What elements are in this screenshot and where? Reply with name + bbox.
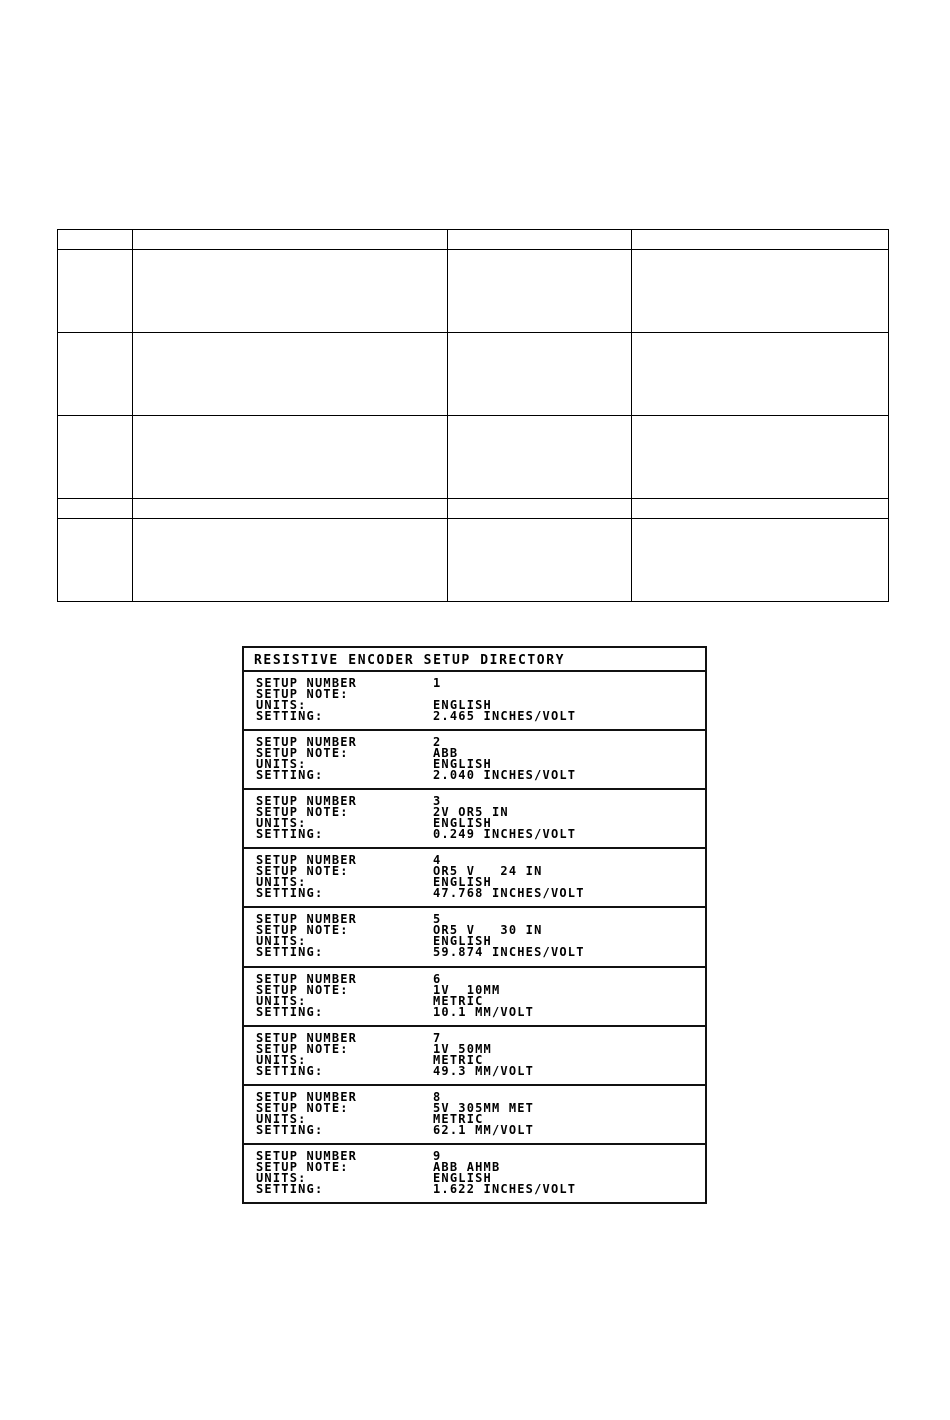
table-cell <box>133 499 448 519</box>
units-value: ENGLISH <box>433 1170 492 1185</box>
setup-number-label: SETUP NUMBER <box>256 1148 358 1163</box>
table-row <box>58 250 889 333</box>
setup-number-value: 7 <box>433 1030 442 1045</box>
setup-number-value: 1 <box>433 676 442 690</box>
setting-label: SETTING: <box>256 945 324 960</box>
setup-number-value: 8 <box>433 1089 442 1104</box>
setup-entry <box>244 790 705 849</box>
units-label: UNITS: <box>256 934 307 949</box>
setup-note-label: SETUP NOTE: <box>256 687 349 701</box>
setup-note-label: SETUP NOTE: <box>256 1100 349 1115</box>
units-value: ENGLISH <box>433 934 492 949</box>
table-cell <box>448 250 632 333</box>
setting-label: SETTING: <box>256 768 324 783</box>
table-cell <box>133 333 448 416</box>
setup-note-value: OR5 V 24 IN <box>433 864 543 879</box>
setting-value: 59.874 INCHES/VOLT <box>433 945 585 960</box>
table-cell <box>632 499 889 519</box>
setup-entry <box>244 849 705 908</box>
setting-label: SETTING: <box>256 1181 324 1196</box>
table-cell <box>133 230 448 250</box>
setup-note-value: ABB AHMB <box>433 1159 501 1174</box>
setup-note-label: SETUP NOTE: <box>256 982 349 997</box>
setup-note-value: ABB <box>433 746 459 761</box>
setup-note-label: SETUP NOTE: <box>256 923 349 938</box>
setup-number-label: SETUP NUMBER <box>256 676 358 690</box>
table-cell <box>133 416 448 499</box>
units-value: ENGLISH <box>433 757 492 772</box>
table-row <box>58 333 889 416</box>
setting-value: 47.768 INCHES/VOLT <box>433 886 585 901</box>
setup-entry <box>244 1145 705 1202</box>
setup-entry <box>244 672 705 731</box>
setting-value: 2.465 INCHES/VOLT <box>433 709 577 723</box>
table-cell <box>58 416 133 499</box>
units-value: ENGLISH <box>433 698 492 712</box>
table-cell <box>58 250 133 333</box>
units-value: METRIC <box>433 1111 484 1126</box>
setting-value: 2.040 INCHES/VOLT <box>433 768 577 783</box>
table-cell <box>632 333 889 416</box>
table-row <box>58 499 889 519</box>
setup-entry <box>244 731 705 790</box>
table-cell <box>632 250 889 333</box>
units-value: METRIC <box>433 1052 484 1067</box>
table-cell <box>448 416 632 499</box>
table-row <box>58 519 889 602</box>
units-value: ENGLISH <box>433 875 492 890</box>
setup-note-label: SETUP NOTE: <box>256 1041 349 1056</box>
setup-entry <box>244 908 705 967</box>
setup-number-value: 2 <box>433 735 442 750</box>
units-value: ENGLISH <box>433 816 492 831</box>
units-label: UNITS: <box>256 1052 307 1067</box>
table-cell <box>632 230 889 250</box>
setup-number-label: SETUP NUMBER <box>256 794 358 809</box>
setup-number-label: SETUP NUMBER <box>256 735 358 750</box>
setup-entry <box>244 1027 705 1086</box>
setup-number-label: SETUP NUMBER <box>256 853 358 868</box>
setting-label: SETTING: <box>256 1063 324 1078</box>
empty-grid-table <box>57 229 889 602</box>
table-cell <box>448 230 632 250</box>
units-label: UNITS: <box>256 1111 307 1126</box>
setting-value: 1.622 INCHES/VOLT <box>433 1181 577 1196</box>
setup-number-value: 9 <box>433 1148 442 1163</box>
table-row <box>58 416 889 499</box>
units-label: UNITS: <box>256 816 307 831</box>
setup-note-label: SETUP NOTE: <box>256 746 349 761</box>
setting-value: 10.1 MM/VOLT <box>433 1004 535 1019</box>
setup-entry <box>244 1086 705 1145</box>
setting-label: SETTING: <box>256 1122 324 1137</box>
table-cell <box>58 499 133 519</box>
table-cell <box>448 333 632 416</box>
setup-number-label: SETUP NUMBER <box>256 912 358 927</box>
table-cell <box>133 250 448 333</box>
setup-directory-printout <box>242 646 707 1204</box>
setup-number-value: 4 <box>433 853 442 868</box>
setup-number-value: 3 <box>433 794 442 809</box>
setup-entry <box>244 968 705 1027</box>
setup-note-value: 2V OR5 IN <box>433 805 509 820</box>
table-cell <box>58 230 133 250</box>
setup-number-value: 6 <box>433 971 442 986</box>
setup-note-label: SETUP NOTE: <box>256 1159 349 1174</box>
units-label: UNITS: <box>256 1170 307 1185</box>
units-label: UNITS: <box>256 993 307 1008</box>
setup-note-label: SETUP NOTE: <box>256 805 349 820</box>
table-row <box>58 230 889 250</box>
table-cell <box>133 519 448 602</box>
table-cell <box>58 519 133 602</box>
table-cell <box>632 416 889 499</box>
units-label: UNITS: <box>256 698 307 712</box>
table-cell <box>58 333 133 416</box>
units-label: UNITS: <box>256 875 307 890</box>
setup-note-label: SETUP NOTE: <box>256 864 349 879</box>
printout-title: RESISTIVE ENCODER SETUP DIRECTORY <box>244 648 705 672</box>
setting-label: SETTING: <box>256 886 324 901</box>
setting-value: 0.249 INCHES/VOLT <box>433 827 577 842</box>
units-label: UNITS: <box>256 757 307 772</box>
setting-value: 62.1 MM/VOLT <box>433 1122 535 1137</box>
setup-note-value: OR5 V 30 IN <box>433 923 543 938</box>
setup-note-value: 5V 305MM MET <box>433 1100 535 1115</box>
table-cell <box>448 499 632 519</box>
table-cell <box>632 519 889 602</box>
table-cell <box>448 519 632 602</box>
setup-number-label: SETUP NUMBER <box>256 971 358 986</box>
setting-label: SETTING: <box>256 1004 324 1019</box>
units-value: METRIC <box>433 993 484 1008</box>
setup-note-value: 1V 10MM <box>433 982 501 997</box>
setting-value: 49.3 MM/VOLT <box>433 1063 535 1078</box>
setup-number-value: 5 <box>433 912 442 927</box>
setting-label: SETTING: <box>256 827 324 842</box>
setup-note-value: 1V 50MM <box>433 1041 492 1056</box>
setup-number-label: SETUP NUMBER <box>256 1089 358 1104</box>
setting-label: SETTING: <box>256 709 324 723</box>
setup-number-label: SETUP NUMBER <box>256 1030 358 1045</box>
